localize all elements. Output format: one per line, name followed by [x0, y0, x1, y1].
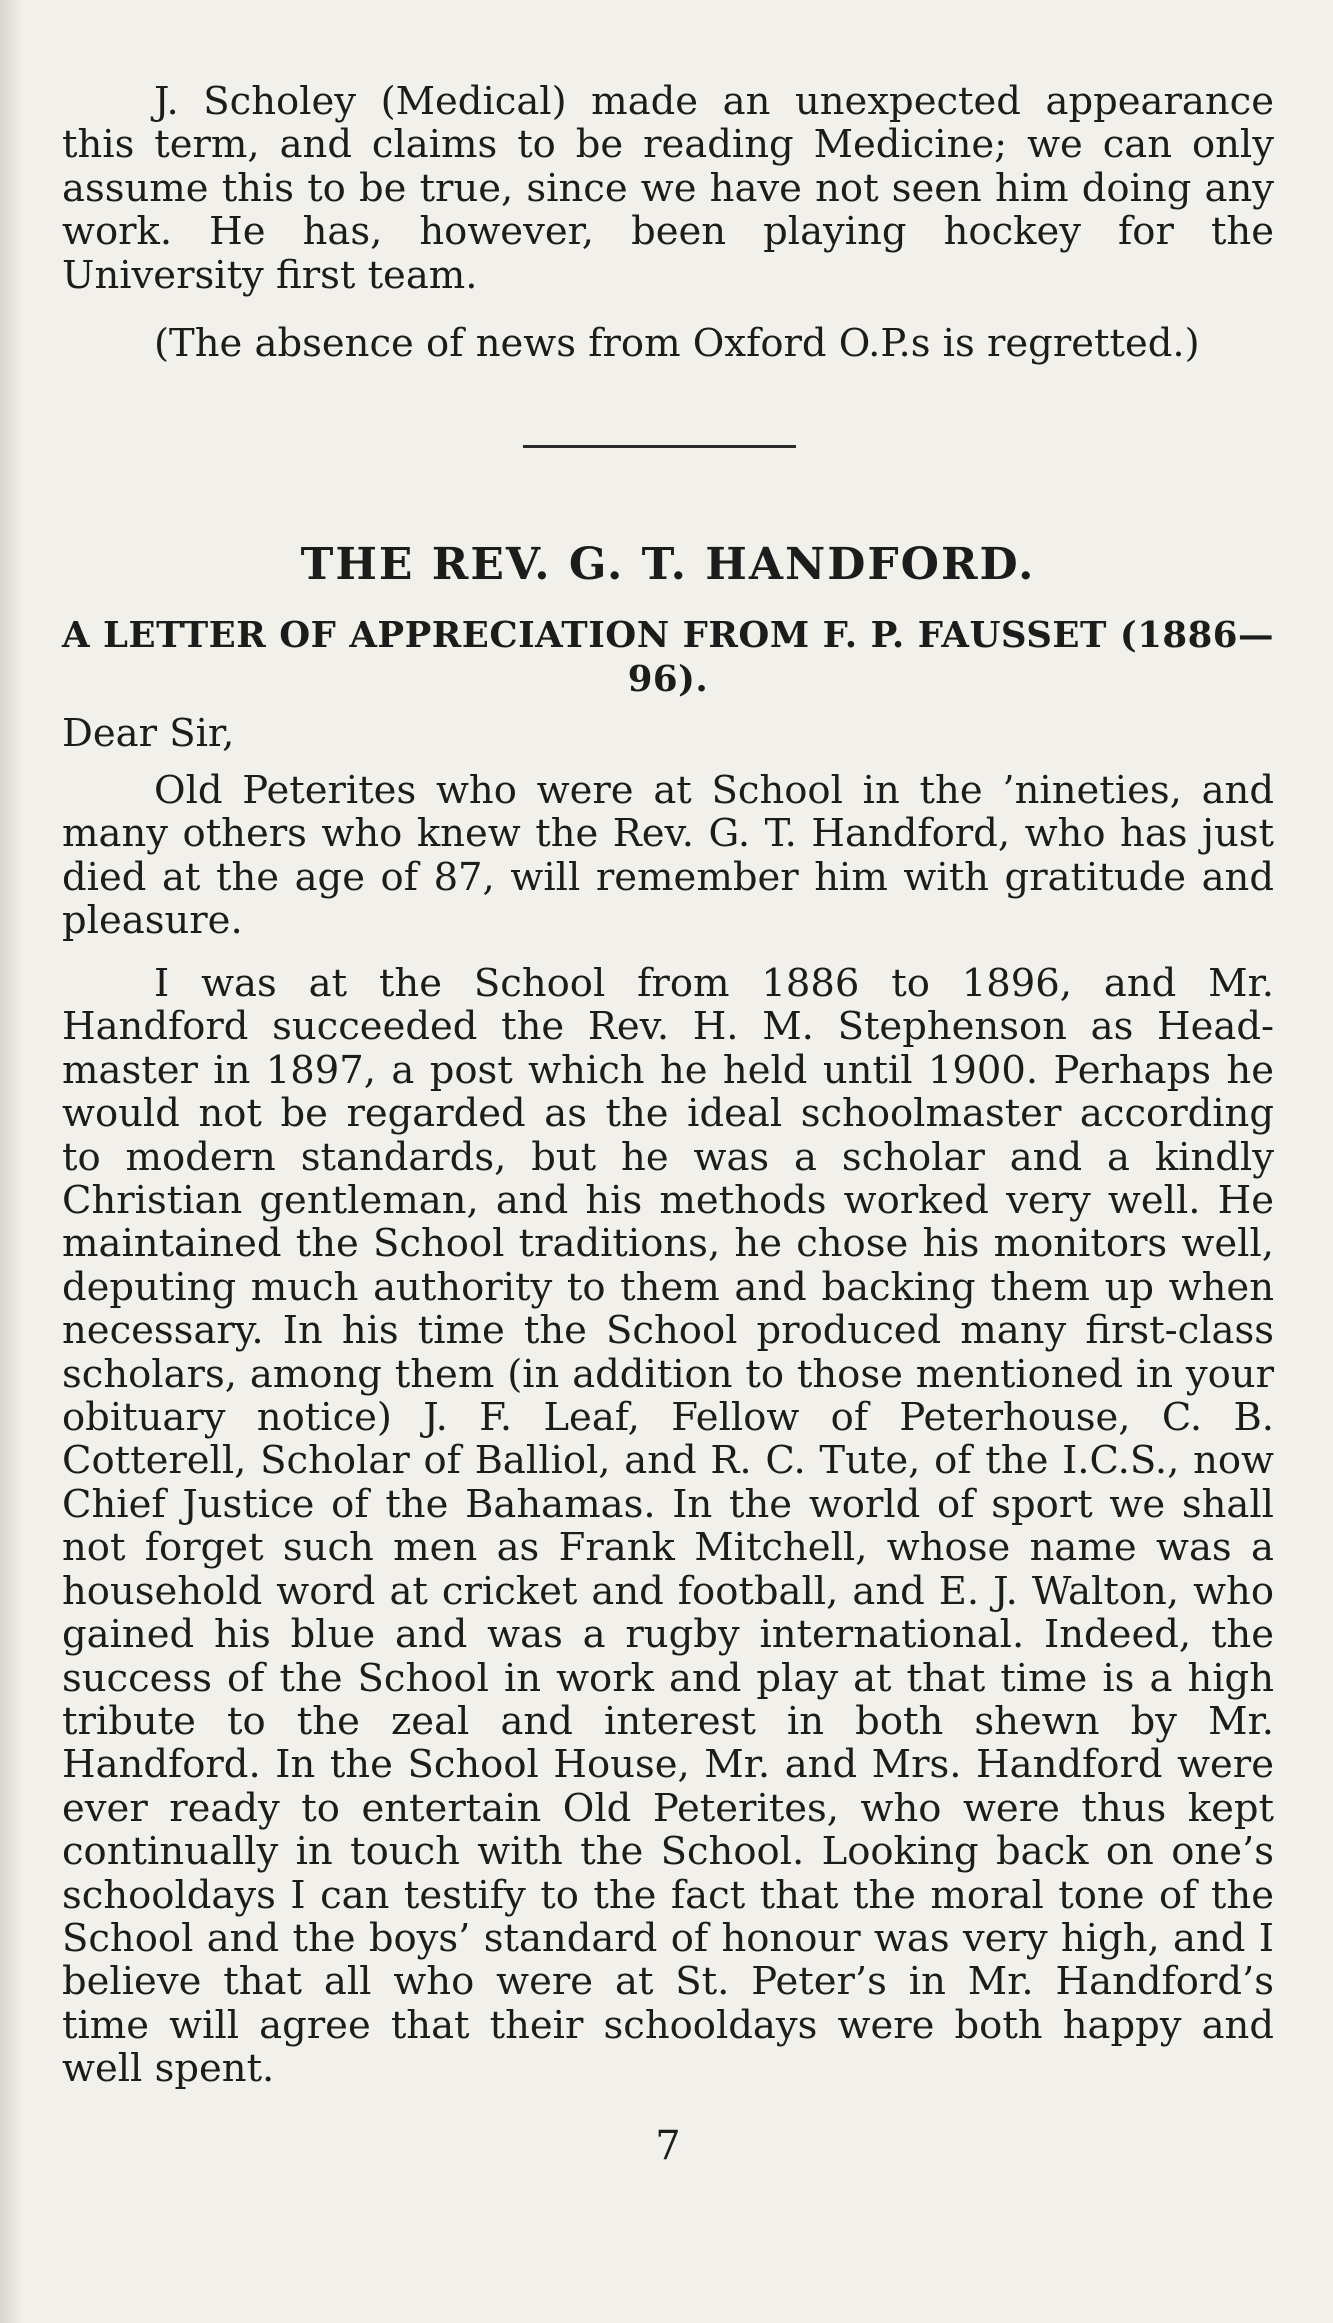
- editorial-note: (The absence of news from Oxford O.P.s is regretted.): [154, 321, 1200, 366]
- oxford-news-paragraph: J. Scholey (Medical) made an unexpected appearance this term, and claims to be reading Medicine; we can only assume this to be true, since we have not seen him doing any work. He has, however, been playing hockey for the University first team.: [62, 79, 1274, 298]
- letter-salutation: Dear Sir,: [62, 711, 235, 756]
- section-divider: [523, 445, 796, 448]
- article-subtitle: A LETTER OF APPRECIATION FROM F. P. FAUSSET (1886—96).: [62, 615, 1274, 700]
- article-title: THE REV. G. T. HANDFORD.: [300, 539, 1036, 590]
- letter-paragraph-2: I was at the School from 1886 to 1896, and Mr. Handford succeeded the Rev. H. M. Stephenson as Head-master in 1897, a post which he held until 1900. Perhaps he would not be regarded as the ideal schoolmaster according to modern standards, but he was a scholar and a kindly Christian gentleman, and his methods worked very well. He maintained the School traditions, he chose his monitors well, deputing much authority to them and backing them up when necessary. In his time the School produced many first-class scholars, among them (in addition to those mentioned in your obituary notice) J. F. Leaf, Fellow of Peterhouse, C. B. Cotterell, Scholar of Balliol, and R. C. Tute, of the I.C.S., now Chief Justice of the Bahamas. In the world of sport we shall not forget such men as Frank Mitchell, whose name was a household word at cricket and football, and E. J. Walton, who gained his blue and was a rugby international. Indeed, the success of the School in work and play at that time is a high tribute to the zeal and interest in both shewn by Mr. Handford. In the School House, Mr. and Mrs. Handford were ever ready to entertain Old Peterites, who were thus kept continually in touch with the School. Looking back on one’s schooldays I can testify to the fact that the moral tone of the School and the boys’ standard of honour was very high, and I believe that all who were at St. Peter’s in Mr. Handford’s time will agree that their schooldays were both happy and well spent.: [62, 961, 1274, 2092]
- page-number: 7: [655, 2123, 681, 2169]
- document-page: [62, 0, 1274, 2323]
- page-edge-shadow: [0, 0, 22, 2323]
- letter-paragraph-1: Old Peterites who were at School in the ’nineties, and many others who knew the Rev. G. T. Handford, who has just died at the age of 87, will remember him with gratitude and pleasure.: [62, 768, 1274, 944]
